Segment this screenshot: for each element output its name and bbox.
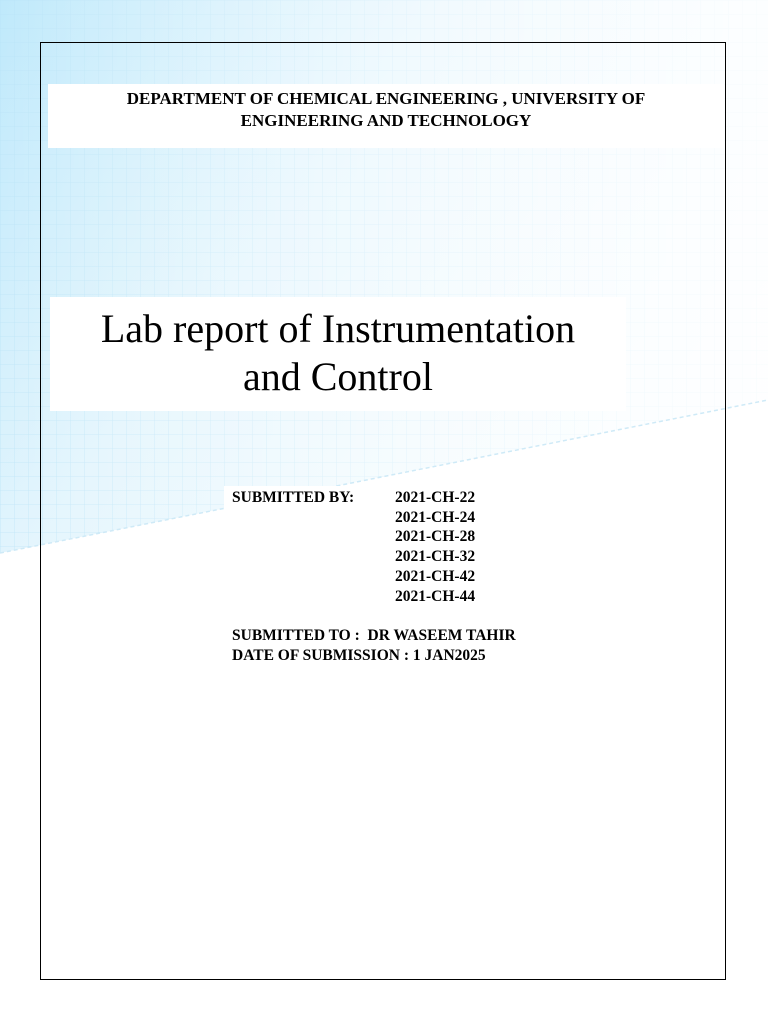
registration-number-list [395,488,475,606]
department-header-line-2: ENGINEERING AND TECHNOLOGY [240,111,532,130]
submitted-to-label: SUBMITTED TO : [232,627,360,644]
report-title-line-1: Lab report of Instrumentation [100,306,576,351]
registration-number: 2021-CH-32 [395,548,476,566]
department-header-line-1: DEPARTMENT OF CHEMICAL ENGINEERING , UNIVERSITY OF [126,89,646,108]
registration-number: 2021-CH-28 [395,528,476,546]
registration-number: 2021-CH-42 [395,567,476,585]
report-title [50,297,626,411]
submission-details [224,486,584,676]
date-of-submission-line [232,646,486,666]
registration-number: 2021-CH-22 [395,489,476,506]
submitted-to-value: DR WASEEM TAHIR [367,627,516,644]
registration-number: 2021-CH-24 [395,508,476,526]
submitted-to-line [232,626,516,646]
date-of-submission-label: DATE OF SUBMISSION : [232,647,409,664]
report-title-line-2: and Control [243,354,433,399]
registration-number: 2021-CH-44 [395,587,476,605]
date-of-submission-value: 1 JAN2025 [412,647,486,664]
submitted-by-label: SUBMITTED BY: [232,489,355,506]
department-header [48,84,724,148]
